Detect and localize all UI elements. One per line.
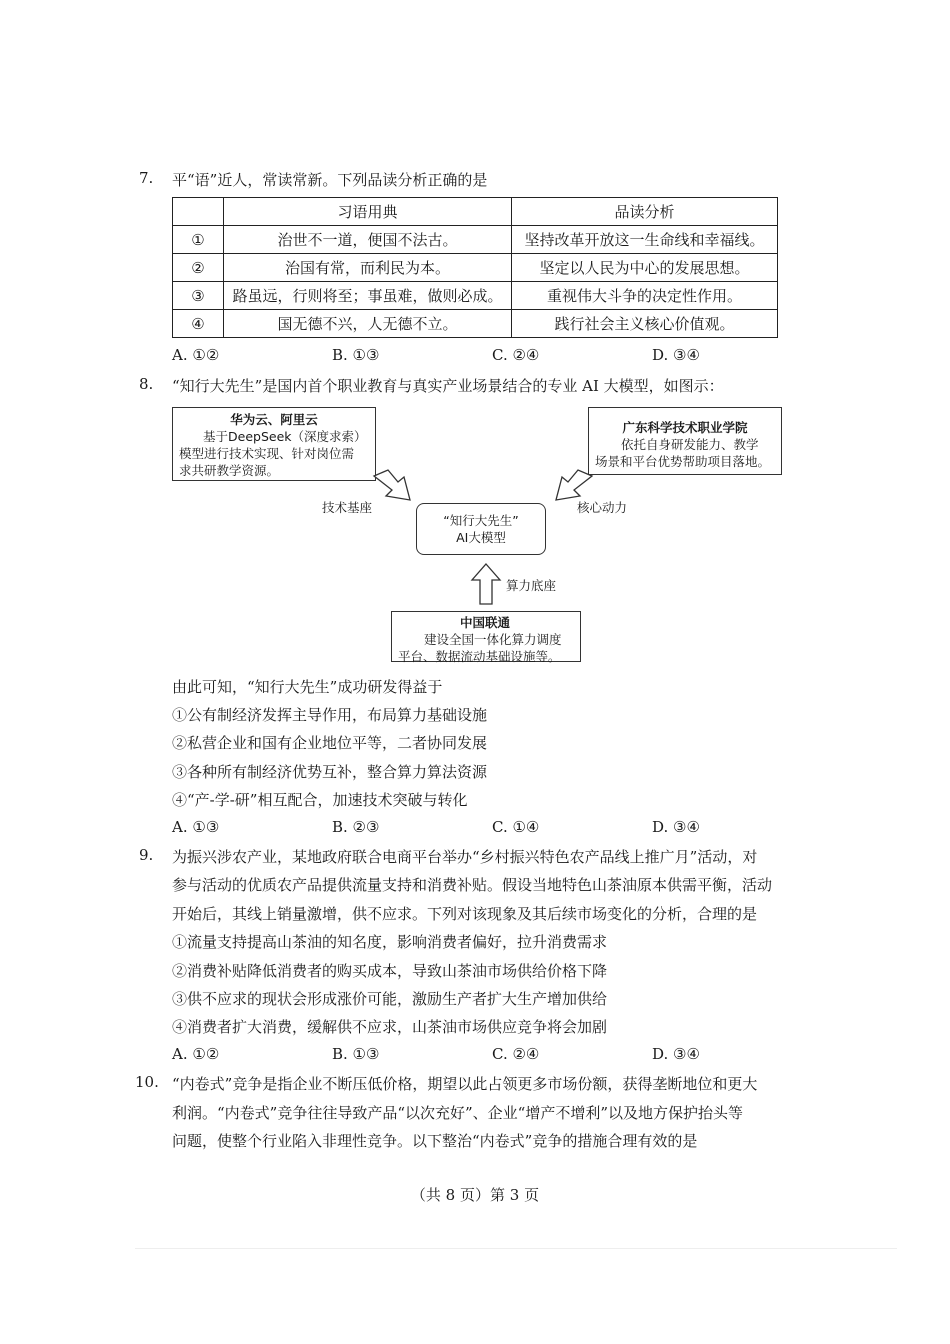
option-d[interactable]: D. ③④ <box>652 346 700 364</box>
table-cell: 坚持改革开放这一生命线和幸福线。 <box>512 226 778 254</box>
table-cell: 践行社会主义核心价值观。 <box>512 310 778 338</box>
q9-number: 9. <box>139 846 154 864</box>
bottom-divider <box>135 1248 897 1249</box>
table-header-index <box>173 198 224 226</box>
right-box-line: 场景和平台优势帮助项目落地。 <box>595 454 771 469</box>
list-item: ③供不应求的现状会形成涨价可能，激励生产者扩大生产增加供给 <box>172 990 608 1008</box>
table-row <box>173 254 778 282</box>
label-core-power: 核心动力 <box>577 500 628 515</box>
list-item: ③各种所有制经济优势互补，整合算力算法资源 <box>172 763 488 781</box>
q7-options <box>172 346 812 368</box>
q10-stem-line: 问题，使整个行业陷入非理性竞争。以下整治“内卷式”竞争的措施合理有效的是 <box>172 1132 698 1150</box>
option-a[interactable]: A. ①② <box>172 346 220 364</box>
table-header-quote: 习语用典 <box>224 198 512 226</box>
right-box-title: 广东科学技术职业学院 <box>622 420 748 435</box>
label-tech-base: 技术基座 <box>322 500 373 515</box>
q7-number: 7. <box>139 169 154 187</box>
q9-stem-line: 为振兴涉农产业，某地政府联合电商平台举办“乡村振兴特色农产品线上推广月”活动，对 <box>172 848 758 866</box>
option-b[interactable]: B. ①③ <box>332 1045 380 1063</box>
q8-lead: 由此可知，“知行大先生”成功研发得益于 <box>172 678 443 696</box>
left-box-line: 求共研教学资源。 <box>179 463 280 478</box>
diagram-right-box <box>588 407 782 475</box>
table-cell: 坚定以人民为中心的发展思想。 <box>512 254 778 282</box>
table-cell: 路虽远，行则将至；事虽难，做则必成。 <box>224 282 512 310</box>
q9-stem-line: 开始后，其线上销量激增，供不应求。下列对该现象及其后续市场变化的分析，合理的是 <box>172 905 758 923</box>
table-header-analysis: 品读分析 <box>512 198 778 226</box>
arrow-up-icon <box>470 562 502 606</box>
option-a[interactable]: A. ①③ <box>172 818 220 836</box>
table-row <box>173 226 778 254</box>
list-item: ④“产-学-研”相互配合，加速技术突破与转化 <box>172 791 468 809</box>
q9-options <box>172 1045 812 1067</box>
left-box-line: 基于DeepSeek（深度求索） <box>203 429 367 444</box>
table-cell: 治国有常，而利民为本。 <box>224 254 512 282</box>
list-item: ②消费补贴降低消费者的购买成本，导致山茶油市场供给价格下降 <box>172 962 608 980</box>
list-item: ②私营企业和国有企业地位平等，二者协同发展 <box>172 734 488 752</box>
diagram-left-box <box>172 407 376 481</box>
left-box-line: 模型进行技术实现、针对岗位需 <box>179 446 355 461</box>
option-c[interactable]: C. ②④ <box>492 346 540 364</box>
q9-stem-line: 参与活动的优质农产品提供流量支持和消费补贴。假设当地特色山茶油原本供需平衡，活动 <box>172 876 773 894</box>
table-cell: ④ <box>173 310 224 338</box>
table-cell: 重视伟大斗争的决定性作用。 <box>512 282 778 310</box>
table-row <box>173 282 778 310</box>
table-cell: 国无德不兴，人无德不立。 <box>224 310 512 338</box>
table-row <box>173 310 778 338</box>
table-header-row <box>173 198 778 226</box>
center-box-line: AI大模型 <box>456 530 506 545</box>
option-a[interactable]: A. ①② <box>172 1045 220 1063</box>
option-d[interactable]: D. ③④ <box>652 818 700 836</box>
diagram-center-box <box>416 503 546 555</box>
bottom-box-title: 中国联通 <box>460 615 511 630</box>
table-cell: ③ <box>173 282 224 310</box>
q8-number: 8. <box>139 375 154 393</box>
table-cell: ② <box>173 254 224 282</box>
diagram-bottom-box <box>391 611 581 662</box>
center-box-line: “知行大先生” <box>443 513 519 528</box>
right-box-line: 依托自身研发能力、教学 <box>621 437 759 452</box>
arrow-down-right-icon <box>370 466 418 506</box>
q10-number: 10. <box>135 1073 159 1091</box>
q8-stem: “知行大先生”是国内首个职业教育与真实产业场景结合的专业 AI 大模型，如图示： <box>172 377 724 395</box>
q10-stem-line: “内卷式”竞争是指企业不断压低价格，期望以此占领更多市场份额，获得垄断地位和更大 <box>172 1075 758 1093</box>
bottom-box-line: 平台、数据流动基础设施等。 <box>398 649 561 664</box>
option-b[interactable]: B. ①③ <box>332 346 380 364</box>
q8-options <box>172 818 812 840</box>
table-cell: 治世不一道，便国不法古。 <box>224 226 512 254</box>
list-item: ①流量支持提高山茶油的知名度，影响消费者偏好，拉升消费需求 <box>172 933 608 951</box>
bottom-box-line: 建设全国一体化算力调度 <box>424 632 562 647</box>
option-c[interactable]: C. ②④ <box>492 1045 540 1063</box>
option-b[interactable]: B. ②③ <box>332 818 380 836</box>
q7-table <box>172 197 778 338</box>
label-compute-base: 算力底座 <box>506 578 557 593</box>
list-item: ①公有制经济发挥主导作用，布局算力基础设施 <box>172 706 488 724</box>
table-cell: ① <box>173 226 224 254</box>
list-item: ④消费者扩大消费，缓解供不应求，山茶油市场供应竞争将会加剧 <box>172 1018 608 1036</box>
option-d[interactable]: D. ③④ <box>652 1045 700 1063</box>
q10-stem-line: 利润。“内卷式”竞争往往导致产品“以次充好”、企业“增产不增利”以及地方保护抬头等 <box>172 1104 744 1122</box>
page-footer: （共 8 页）第 3 页 <box>410 1186 540 1204</box>
option-c[interactable]: C. ①④ <box>492 818 540 836</box>
q7-stem: 平“语”近人，常读常新。下列品读分析正确的是 <box>172 171 488 189</box>
left-box-title: 华为云、阿里云 <box>230 412 318 427</box>
